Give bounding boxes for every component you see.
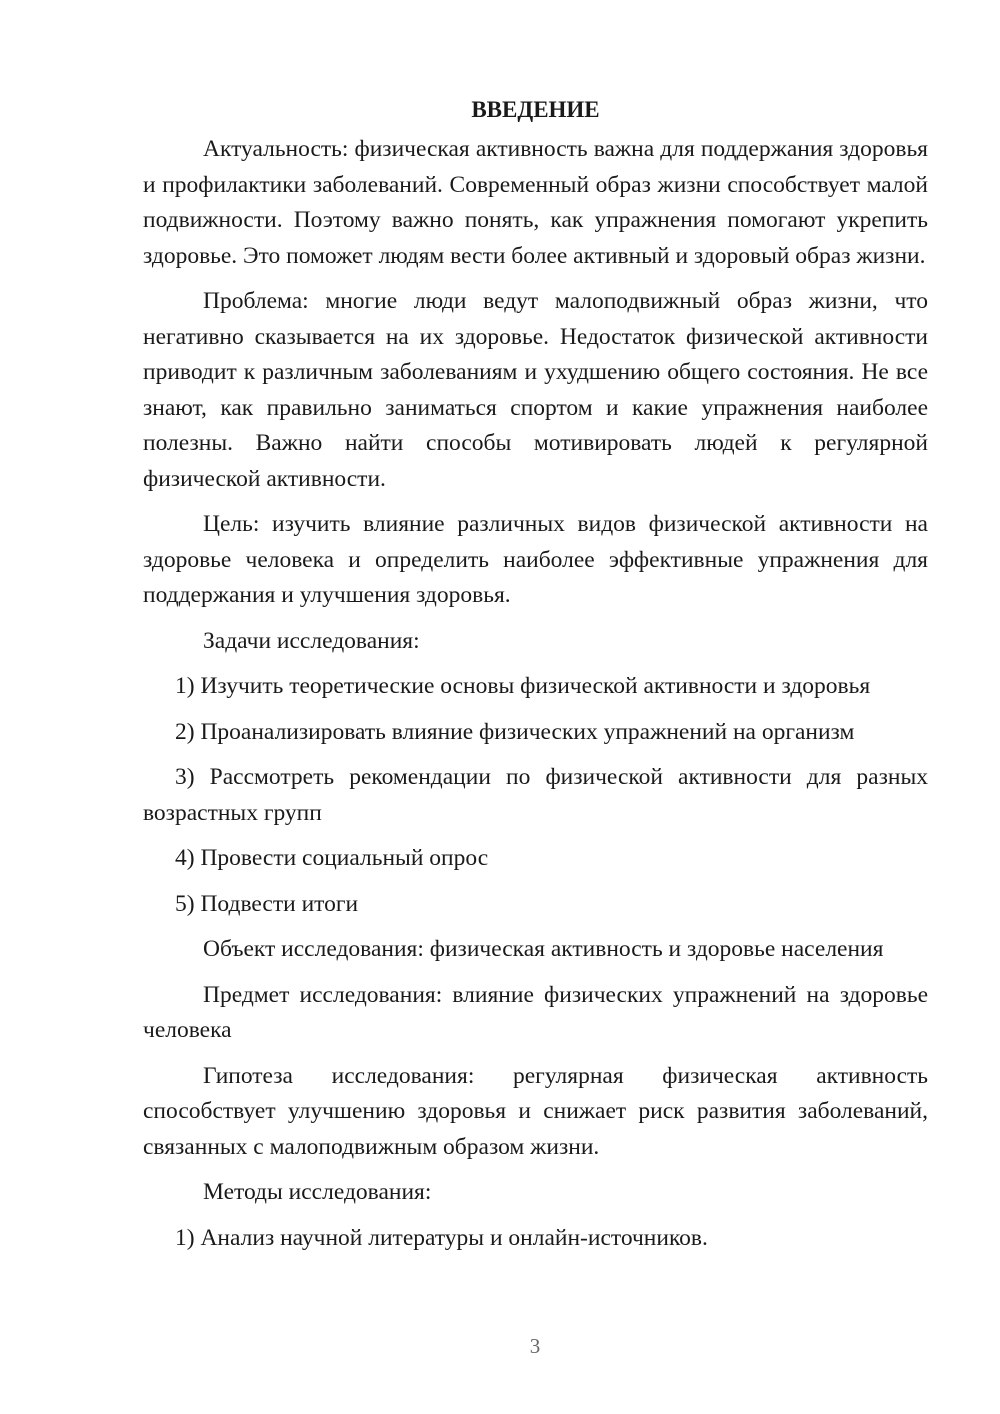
task-item-5: 5) Подвести итоги (175, 890, 359, 917)
object-line: Объект исследования: физическая активность и здоровье населения (203, 936, 884, 962)
task-item-3: 3) Рассмотреть рекомендации по физической активности для разных возрастных групп (143, 764, 928, 826)
task-item-1: 1) Изучить теоретические основы физической активности и здоровья (175, 673, 871, 699)
task-item-4: 4) Провести социальный опрос (175, 845, 489, 871)
hypothesis-paragraph: Гипотеза исследования: регулярная физическая активность способствует улучшению здоровья и снижает риск развития заболеваний, связанных с малоподвижным образом жизни. (143, 1062, 928, 1160)
page-number: 3 (529, 1334, 541, 1358)
goal-paragraph: Цель: изучить влияние различных видов физической активности на здоровье человека и определить наиболее эффективные упражнения для поддержания и улучшения здоровья. (143, 511, 928, 608)
subject-paragraph: Предмет исследования: влияние физических упражнений на здоровье человека (143, 981, 928, 1043)
method-item-1: 1) Анализ научной литературы и онлайн-источников. (175, 1224, 708, 1251)
section-title: ВВЕДЕНИЕ (471, 97, 600, 122)
relevance-paragraph: Актуальность: физическая активность важна для поддержания здоровья и профилактики заболеваний. Современный образ жизни способствует малой подвижности. Поэтому важно понять, как упражнения помогают укрепить здоровье. Это поможет людям вести более активный и здоровый образ жизни. (143, 136, 928, 269)
methods-heading: Методы исследования: (203, 1179, 432, 1205)
document-page (143, 92, 928, 1266)
task-item-2: 2) Проанализировать влияние физических упражнений на организм (175, 718, 855, 745)
tasks-heading: Задачи исследования: (203, 627, 420, 654)
problem-paragraph: Проблема: многие люди ведут малоподвижный образ жизни, что негативно сказывается на их здоровье. Недостаток физической активности приводит к различным заболеваниям и ухудшению общего состояния. Не все знают, как правильно заниматься спортом и какие упражнения наиболее полезны. Важно найти способы мотивировать людей к регулярной физической активности. (143, 288, 928, 492)
